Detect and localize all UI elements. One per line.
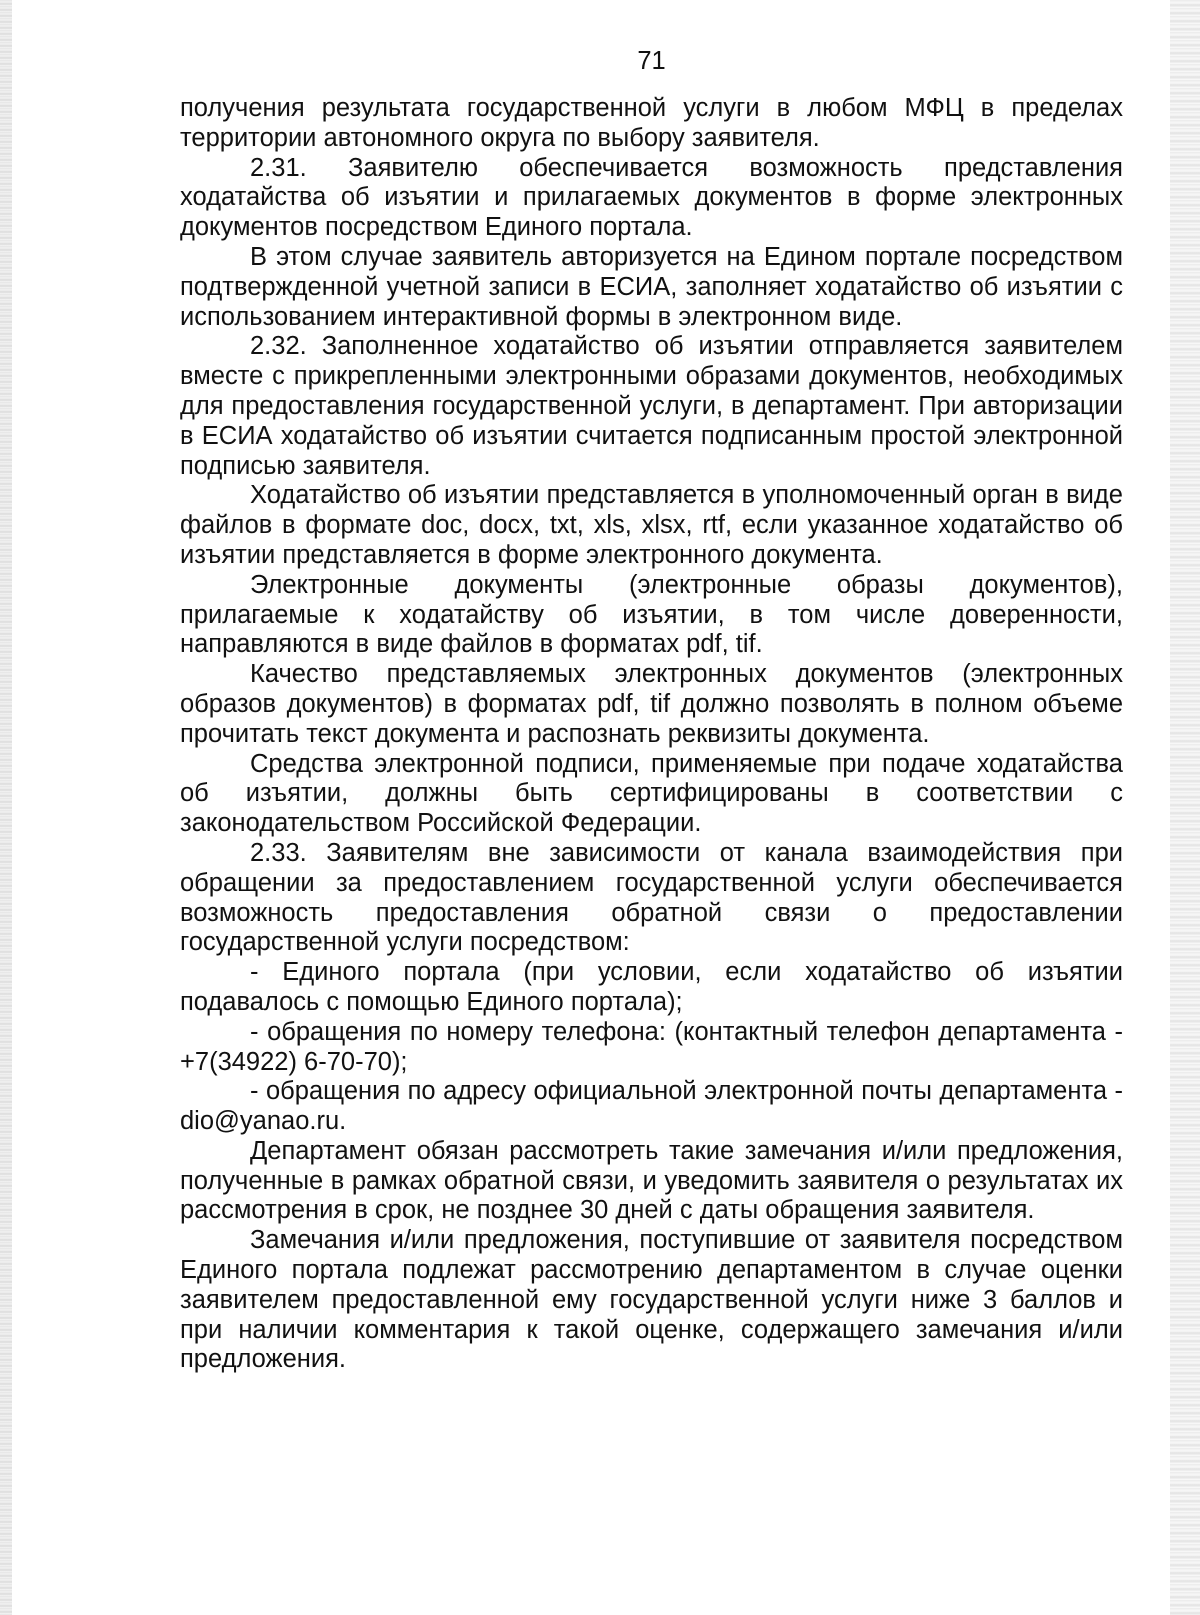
list-item-portal: - Единого портала (при условии, если ходатайство об изъятии подавалось с помощью Единого портала); xyxy=(180,958,1123,1016)
list-item-phone: - обращения по номеру телефона: (контактный телефон департамента - +7(34922) 6-70-70); xyxy=(180,1017,1123,1076)
paragraph-doc-quality: Качество представляемых электронных документов (электронных образов документов) в форматах pdf, tif должно позволять в полном объеме прочитать текст документа и распознать реквизиты документа. xyxy=(180,660,1123,748)
paragraph-electronic-docs: Электронные документы (электронные образы документов), прилагаемые к ходатайству об изъятии, в том числе доверенности, направляются в виде файлов в форматах pdf, tif. xyxy=(180,570,1123,659)
scan-edge-left xyxy=(0,0,12,1615)
paragraph-esia-auth: В этом случае заявитель авторизуется на Едином портале посредством подтвержденной учетной записи в ЕСИА, заполняет ходатайство об изъятии с использованием интерактивной формы в электронном виде. xyxy=(180,242,1123,331)
paragraph-2-33: 2.33. Заявителям вне зависимости от канала взаимодействия при обращении за предоставлением государственной услуги обеспечивается возможность предоставления обратной связи о предоставлении государственной услуги посредством: xyxy=(180,838,1123,957)
paragraph-department-review: Департамент обязан рассмотреть такие замечания и/или предложения, полученные в рамках обратной связи, и уведомить заявителя о результатах их рассмотрения в срок, не позднее 30 дней с даты обращения заявителя. xyxy=(180,1136,1123,1225)
paragraph-2-31: 2.31. Заявителю обеспечивается возможность представления ходатайства об изъятии и прилагаемых документов в форме электронных документов посредством Единого портала. xyxy=(180,153,1123,242)
scan-edge-right xyxy=(1170,0,1200,1615)
page-number: 71 xyxy=(637,47,666,75)
document-page xyxy=(180,46,1123,1375)
paragraph-1: получения результата государственной услуги в любом МФЦ в пределах территории автономного округа по выбору заявителя. xyxy=(180,94,1123,152)
list-item-email: - обращения по адресу официальной электронной почты департамента - dio@yanao.ru. xyxy=(180,1077,1123,1136)
paragraph-file-formats: Ходатайство об изъятии представляется в уполномоченный орган в виде файлов в формате doc, docx, txt, xls, xlsx, rtf, если указанное ходатайство об изъятии представляется в форме электронного документа. xyxy=(180,481,1123,569)
paragraph-2-32: 2.32. Заполненное ходатайство об изъятии отправляется заявителем вместе с прикрепленными электронными образами документов, необходимых для предоставления государственной услуги, в департамент. При авторизации в ЕСИА ходатайство об изъятии считается подписанным простой электронной подписью заявителя. xyxy=(180,332,1123,480)
paragraph-portal-feedback: Замечания и/или предложения, поступившие от заявителя посредством Единого портала подлежат рассмотрению департаментом в случае оценки заявителем предоставленной ему государственной услуги ниже 3 баллов и при наличии комментария к такой оценке, содержащего замечания и/или предложения. xyxy=(180,1226,1123,1374)
paragraph-signature-tools: Средства электронной подписи, применяемые при подаче ходатайства об изъятии, должны быть сертифицированы в соответствии с законодательством Российской Федерации. xyxy=(180,749,1123,838)
